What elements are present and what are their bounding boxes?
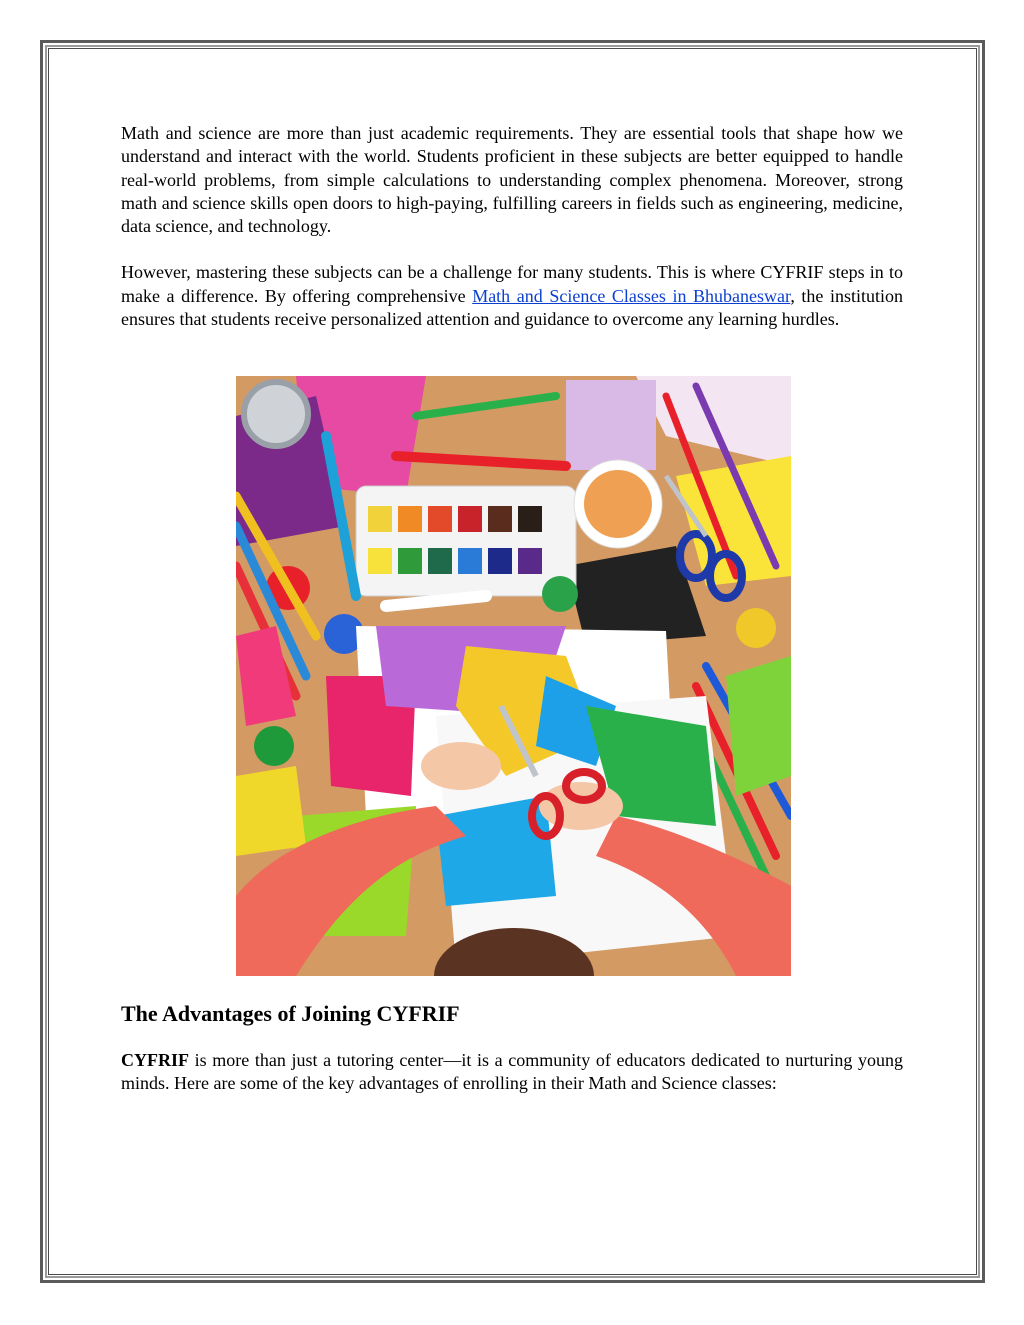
tape-roll <box>244 382 308 446</box>
section-paragraph-rest: is more than just a tutoring center—it is a community of educators dedicated to nurturing young minds. Here are some of the key advantages of enrolling in their Math and Science classes: <box>121 1050 903 1094</box>
intro-paragraph-2-before: However, mastering these subjects can be a challenge for many students. This is where CYFRIF steps in to make a difference. By offering comprehensive <box>121 262 903 306</box>
art-supplies-illustration <box>236 376 791 976</box>
green-card-right <box>726 656 791 796</box>
orange-water <box>584 470 652 538</box>
art-supplies-photo <box>236 376 791 976</box>
intro-paragraph-2 <box>121 261 903 331</box>
math-science-classes-link[interactable]: Math and Science Classes in Bhubaneswar <box>472 285 791 306</box>
green-jar <box>542 576 578 612</box>
intro-paragraph-2-after: , the institution ensures that students receive personalized attention and guidance to overcome any learning hurdles. <box>121 285 903 330</box>
watercolor-palette <box>356 486 576 596</box>
lilac-box <box>566 380 656 470</box>
intro-content <box>121 122 903 331</box>
cyfrif-bold: CYFRIF <box>121 1050 189 1070</box>
intro-paragraph-1: Math and science are more than just academic requirements. They are essential tools that shape how we understand and interact with the world. Students proficient in these subjects are better equipped to handle real-world problems, from simple calculations to understanding complex phenomena. Moreover, strong math and science skills open doors to high-paying, fulfilling careers in fields such as engineering, medicine, data science, and technology. <box>121 123 903 237</box>
yellow-card-left <box>236 766 306 856</box>
left-hand <box>421 742 501 790</box>
yellow-jar <box>736 608 776 648</box>
right-hand <box>539 782 623 830</box>
section-paragraph <box>121 1049 903 1096</box>
green-jar-left <box>254 726 294 766</box>
section-heading: The Advantages of Joining CYFRIF <box>121 1001 460 1026</box>
